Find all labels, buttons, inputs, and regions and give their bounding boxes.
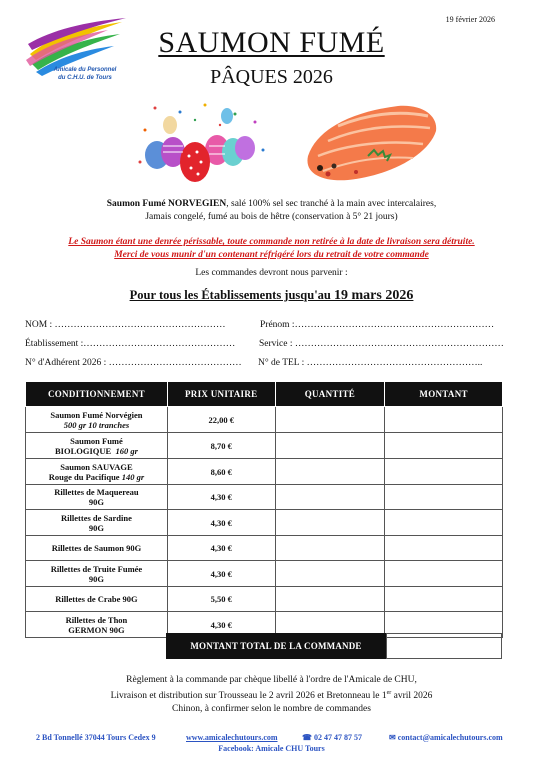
product-name: Rillettes de Sardine [61,512,132,523]
product-cell [26,459,168,485]
product-cell [26,612,168,638]
amount-cell[interactable] [385,587,503,612]
tel-field[interactable]: N° de TEL : ……………………………………………….. [258,358,483,368]
product-detail: 500 gr 10 tranches [63,419,130,430]
price-cell: 8,70 € [167,433,275,459]
product-name: Rillettes de Crabe 90G [55,594,138,604]
email-link[interactable]: ✉ contact@amicalechutours.com [389,733,503,742]
product-description [40,198,503,224]
price-cell: 4,30 € [167,510,275,536]
price-cell: 4,30 € [167,612,275,638]
header-montant: MONTANT [385,382,503,407]
form-row-member [25,358,525,368]
document-date: 19 février 2026 [445,15,495,24]
product-weight: 160 gr [115,445,138,456]
amount-cell[interactable] [385,510,503,536]
quantity-cell[interactable] [275,536,385,561]
warning-line1: Le Saumon étant une denrée périssable, toute commande non retirée à la date de livraison sera détruite. [68,237,475,247]
logo-caption-line1: Amicale du Personnel [53,67,117,73]
nom-field[interactable]: NOM : ……………………………………………… [25,320,226,330]
table-row [26,587,503,612]
product-detail: 90G [88,573,104,584]
adherent-field[interactable]: N° d'Adhérent 2026 : …………………………………… [25,358,242,368]
amount-cell[interactable] [385,459,503,485]
payment-line1: Règlement à la commande par chèque libellé à l'ordre de l'Amicale de CHU, [126,675,417,685]
amount-cell[interactable] [385,433,503,459]
logo-caption-line2: du C.H.U. de Tours [58,75,112,81]
deadline-prefix: Pour tous les Établissements jusqu'au [129,288,334,302]
perishable-warning [30,236,513,262]
product-cell [26,587,168,612]
quantity-cell[interactable] [275,407,385,433]
payment-line2-sup: er [386,690,392,696]
service-field[interactable]: Service : ………………………………………………………… [259,339,504,349]
amount-cell[interactable] [385,561,503,587]
header-quantite: QUANTITÉ [275,382,385,407]
quantity-cell[interactable] [275,459,385,485]
website-link[interactable]: www.amicalechutours.com [186,733,278,742]
etablissement-field[interactable]: Établissement :………………………………………… [25,339,236,349]
quantity-cell[interactable] [275,510,385,536]
header-conditionnement: CONDITIONNEMENT [26,382,168,407]
form-row-establishment [25,339,525,349]
product-cell [26,407,168,433]
page-title [0,26,543,60]
product-detail: 90G [88,497,104,507]
prenom-field[interactable]: Prénom :……………………………………………………… [260,320,495,330]
easter-eggs-image [135,100,270,195]
table-row [26,485,503,510]
payment-line2-a: Livraison et distribution sur Trousseau le 2 avril 2026 et Bretonneau le 1 [110,691,387,702]
payment-info [0,674,543,716]
amount-cell[interactable] [385,536,503,561]
description-line2: Jamais congelé, fumé au bois de hêtre (conservation à 5° 21 jours) [145,212,398,222]
deadline-text [130,288,414,302]
facebook-text: Facebook: Amicale CHU Tours [218,744,325,753]
total-label: MONTANT TOTAL DE LA COMMANDE [166,633,386,659]
product-name: Rillettes de Truite Fumée [50,563,143,574]
product-subname: BIOLOGIQUE [54,445,112,456]
description-line1 [40,198,503,211]
price-cell: 8,60 € [167,459,275,485]
payment-line3: Chinon, à confirmer selon le nombre de commandes [172,704,371,715]
warning-line2: Merci de vous munir d'un contenant réfrigéré lors du retrait de votre commande [114,250,429,260]
quantity-cell[interactable] [275,485,385,510]
order-deadline [0,288,543,304]
product-cell [26,433,168,459]
product-name: Saumon Fumé Norvégien [50,409,143,420]
table-row [26,510,503,536]
price-cell: 4,30 € [167,536,275,561]
price-cell: 4,30 € [167,485,275,510]
price-cell: 5,50 € [167,587,275,612]
product-name: Rillettes de Thon [65,614,128,625]
page-subtitle: PÂQUES 2026 [210,66,333,88]
price-cell: 22,00 € [167,407,275,433]
product-cell [26,536,168,561]
header-prix: PRIX UNITAIRE [167,382,275,407]
quantity-cell[interactable] [275,587,385,612]
quantity-cell[interactable] [275,561,385,587]
payment-line2-b: avril 2026 [391,691,433,702]
payment-line2 [0,687,543,703]
price-cell: 4,30 € [167,561,275,587]
product-name: Saumon SAUVAGE [60,461,133,472]
table-row [26,561,503,587]
deadline-date: 19 mars 2026 [334,288,414,303]
product-name: Rillettes de Maquereau [54,487,139,497]
product-detail [26,472,167,482]
product-detail: 90G [88,522,104,533]
table-row [26,459,503,485]
form-row-name [25,320,525,330]
table-row [26,407,503,433]
title-text: SAUMON FUMÉ [158,26,385,59]
description-bold: Saumon Fumé NORVEGIEN [106,199,227,209]
product-cell [26,510,168,536]
total-amount-cell[interactable] [386,633,502,659]
product-cell [26,485,168,510]
product-cell [26,561,168,587]
quantity-cell[interactable] [275,433,385,459]
address-text: 2 Bd Tonnellé 37044 Tours Cedex 9 [36,733,156,742]
table-row [26,536,503,561]
amount-cell[interactable] [385,485,503,510]
table-row [26,433,503,459]
smoked-salmon-image [298,96,443,188]
product-name: Rillettes de Saumon 90G [51,543,142,553]
product-detail [26,446,167,456]
product-name: Saumon Fumé [70,435,123,446]
phone-text: ☎ 02 47 47 87 57 [302,733,362,742]
product-detail: GERMON 90G [68,624,125,635]
order-table [25,381,503,638]
table-header-row [26,382,503,407]
amount-cell[interactable] [385,407,503,433]
description-rest: , salé 100% sel sec tranché à la main avec intercalaires, [226,199,437,209]
product-weight: 140 gr [121,471,145,482]
orders-note: Les commandes devront nous parvenir : [195,268,348,278]
product-subname: Rouge du Pacifique [48,471,120,482]
